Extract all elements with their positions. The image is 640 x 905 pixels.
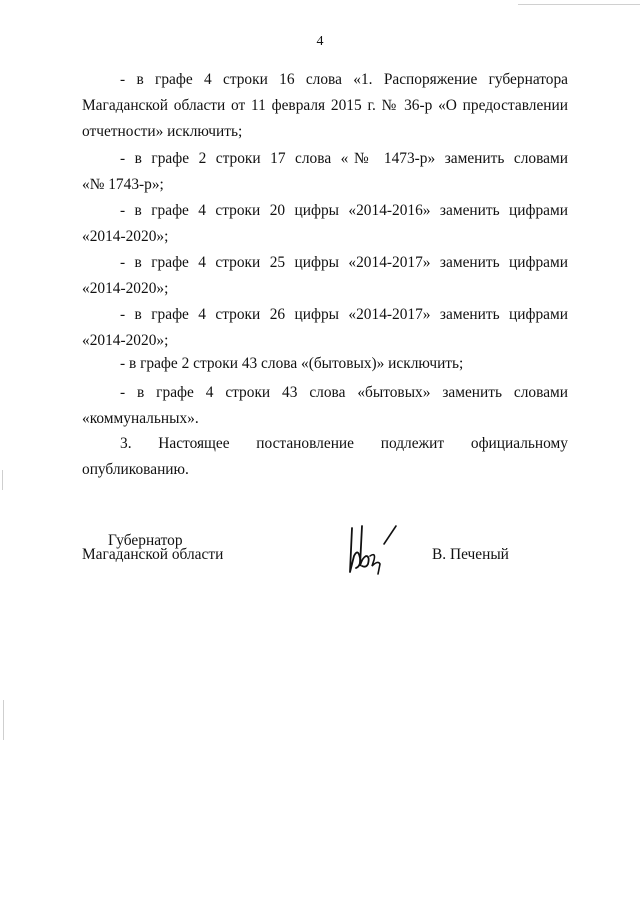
handwritten-signature: [344, 520, 404, 580]
top-edge-line: [518, 4, 640, 5]
text-line: - в графе 4 строки 43 слова «бытовых» заменить словами: [120, 384, 568, 401]
text-line: - в графе 4 строки 16 слова «1. Распоряжение губернатора: [120, 71, 568, 88]
text-line: отчетности» исключить;: [82, 123, 243, 140]
scan-edge-mark: [3, 700, 4, 740]
text-line: «2014-2020»;: [82, 280, 169, 297]
text-line: Магаданской области от 11 февраля 2015 г. № 36-р «О предоставлении: [82, 97, 568, 114]
text-line: «коммунальных».: [82, 410, 199, 427]
page-number: 4: [316, 34, 324, 49]
text-line: - в графе 4 строки 25 цифры «2014-2017» заменить цифрами: [120, 254, 568, 271]
text-line: - в графе 4 строки 20 цифры «2014-2016» заменить цифрами: [120, 202, 568, 219]
signatory-title-line-2: Магаданской области: [82, 546, 224, 563]
text-line: «2014-2020»;: [82, 332, 169, 349]
text-line: 3. Настоящее постановление подлежит официальному: [120, 435, 568, 452]
signatory-title-line-1: Губернатор: [108, 532, 183, 549]
text-line: - в графе 4 строки 26 цифры «2014-2017» заменить цифрами: [120, 306, 568, 323]
text-line: «2014-2020»;: [82, 228, 169, 245]
text-line: опубликованию.: [82, 461, 189, 478]
text-line: - в графе 2 строки 17 слова «№ 1473-р» заменить словами: [120, 150, 568, 167]
scan-edge-mark: [2, 470, 3, 490]
text-line: - в графе 2 строки 43 слова «(бытовых)» исключить;: [120, 355, 464, 372]
signatory-name: В. Печеный: [432, 546, 509, 563]
text-line: «№ 1743-р»;: [82, 176, 164, 193]
